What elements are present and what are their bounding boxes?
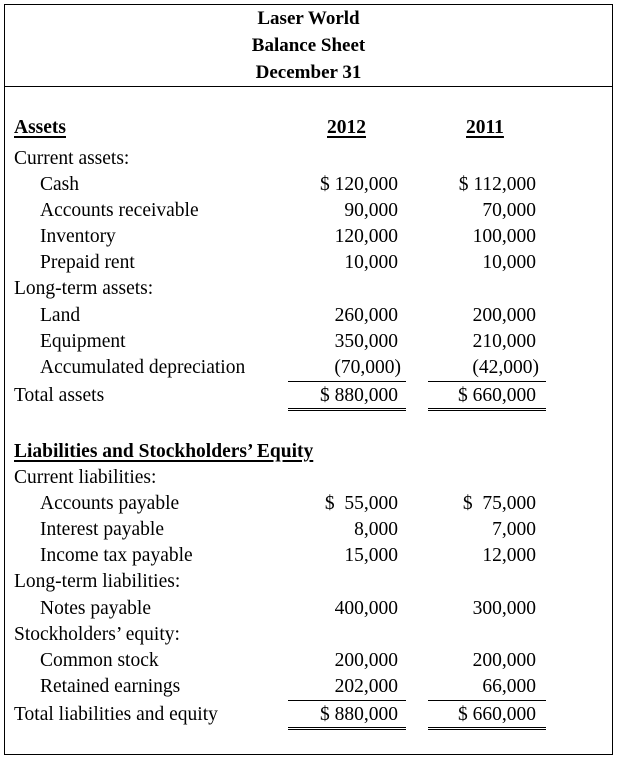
equity-heading: Stockholders’ equity:	[14, 624, 180, 645]
prepaid-label: Prepaid rent	[40, 252, 135, 273]
retained-label: Retained earnings	[40, 676, 181, 697]
accum-dep-2011: (42,000)	[472, 357, 539, 378]
total-liabilities-2011: $ 660,000	[458, 704, 536, 725]
assets-subtotal-rule-2011	[428, 381, 546, 382]
common-label: Common stock	[40, 650, 159, 671]
current-liabilities-heading: Current liabilities:	[14, 467, 157, 488]
equipment-2012: 350,000	[334, 331, 398, 352]
statement-date: December 31	[255, 62, 362, 83]
liabilities-subtotal-rule-2011	[428, 700, 546, 701]
common-2012: 200,000	[334, 650, 398, 671]
retained-2011: 66,000	[482, 676, 536, 697]
total-liabilities-2012: $ 880,000	[320, 704, 398, 725]
column-2011: 2011	[466, 117, 504, 138]
liabilities-total-double-rule-2011	[428, 727, 546, 730]
longterm-assets-heading: Long-term assets:	[14, 278, 154, 299]
land-2011: 200,000	[472, 305, 536, 326]
ar-2011: 70,000	[482, 200, 536, 221]
assets-total-double-rule-2012	[288, 408, 406, 411]
statement-title: Balance Sheet	[251, 35, 366, 56]
notes-2011: 300,000	[472, 598, 536, 619]
liabilities-total-double-rule-2012	[288, 727, 406, 730]
total-assets-2012: $ 880,000	[320, 385, 398, 406]
cash-2012: $ 120,000	[320, 174, 398, 195]
common-2011: 200,000	[472, 650, 536, 671]
tax-label: Income tax payable	[40, 545, 193, 566]
ap-2011: $ 75,000	[462, 493, 536, 514]
interest-label: Interest payable	[40, 519, 164, 540]
ap-2012: $ 55,000	[324, 493, 398, 514]
ar-2012: 90,000	[344, 200, 398, 221]
assets-total-double-rule-2011	[428, 408, 546, 411]
inventory-2011: 100,000	[472, 226, 536, 247]
total-assets-label: Total assets	[14, 385, 105, 406]
assets-heading: Assets	[14, 117, 66, 138]
assets-subtotal-rule-2012	[288, 381, 406, 382]
inventory-2012: 120,000	[334, 226, 398, 247]
land-label: Land	[40, 305, 81, 326]
tax-2011: 12,000	[482, 545, 536, 566]
notes-2012: 400,000	[334, 598, 398, 619]
land-2012: 260,000	[334, 305, 398, 326]
equipment-label: Equipment	[40, 331, 126, 352]
accum-dep-2012: (70,000)	[334, 357, 401, 378]
ar-label: Accounts receivable	[40, 200, 199, 221]
cash-label: Cash	[40, 174, 79, 195]
header-divider	[4, 86, 613, 87]
notes-label: Notes payable	[40, 598, 152, 619]
equipment-2011: 210,000	[472, 331, 536, 352]
retained-2012: 202,000	[334, 676, 398, 697]
prepaid-2012: 10,000	[344, 252, 398, 273]
cash-2011: $ 112,000	[458, 174, 536, 195]
column-2012: 2012	[327, 117, 366, 138]
company-name: Laser World	[257, 8, 360, 29]
liabilities-subtotal-rule-2012	[288, 700, 406, 701]
current-assets-heading: Current assets:	[14, 148, 130, 169]
total-liabilities-label: Total liabilities and equity	[14, 704, 218, 725]
inventory-label: Inventory	[40, 226, 116, 247]
interest-2011: 7,000	[492, 519, 536, 540]
interest-2012: 8,000	[354, 519, 398, 540]
ap-label: Accounts payable	[40, 493, 180, 514]
liabilities-heading: Liabilities and Stockholders’ Equity	[14, 441, 314, 462]
total-assets-2011: $ 660,000	[458, 385, 536, 406]
tax-2012: 15,000	[344, 545, 398, 566]
longterm-liabilities-heading: Long-term liabilities:	[14, 571, 181, 592]
prepaid-2011: 10,000	[482, 252, 536, 273]
accum-dep-label: Accumulated depreciation	[40, 357, 246, 378]
